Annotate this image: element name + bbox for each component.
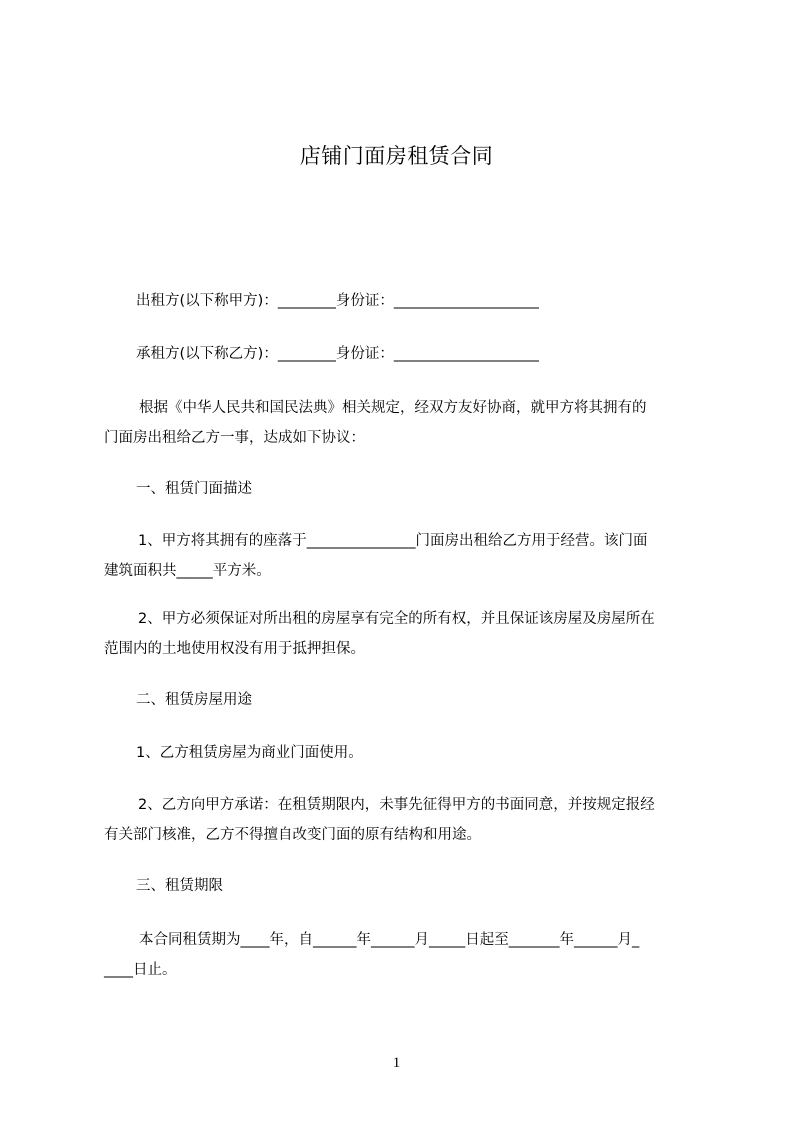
section-1-heading: 一、租赁门面描述 xyxy=(136,481,252,497)
section-1-clause-1-line-2: 建筑面积共_____平方米。 xyxy=(104,563,271,579)
intro-paragraph xyxy=(104,393,714,453)
page-number: 1 xyxy=(392,1055,401,1071)
section-2-heading: 二、租赁房屋用途 xyxy=(136,692,252,708)
section-2-clause-1: 1、乙方租赁房屋为商业门面使用。 xyxy=(136,745,363,761)
section-3-term-line-2: ____日止。 xyxy=(104,962,177,978)
lessee-line: 承租方(以下称乙方)：________身份证：____________________ xyxy=(136,346,539,362)
section-3-heading: 三、租赁期限 xyxy=(136,878,223,894)
section-1-clause-2-line-1: 2、甲方必须保证对所出租的房屋享有完全的所有权，并且保证该房屋及房屋所在 xyxy=(138,611,655,627)
section-3-term xyxy=(104,925,714,985)
section-1-clause-2 xyxy=(104,604,714,664)
section-1-clause-1-line-1: 1、甲方将其拥有的座落于_______________门面房出租给乙方用于经营。该门面 xyxy=(138,533,648,549)
section-3-term-line-1: 本合同租赁期为____年，自______年______月_____日起至_______年______月_ xyxy=(139,932,640,948)
section-1-clause-2-line-2: 范围内的土地使用权没有用于抵押担保。 xyxy=(104,641,365,657)
document-title: 店铺门面房租赁合同 xyxy=(299,144,494,168)
intro-line-1: 根据《中华人民共和国民法典》相关规定，经双方友好协商，就甲方将其拥有的 xyxy=(139,400,647,416)
section-2-clause-2 xyxy=(104,790,714,850)
section-2-clause-2-line-2: 有关部门核准，乙方不得擅自改变门面的原有结构和用途。 xyxy=(104,827,481,843)
section-1-clause-1 xyxy=(104,526,714,586)
intro-line-2: 门面房出租给乙方一事，达成如下协议： xyxy=(104,430,365,446)
lessor-line: 出租方(以下称甲方)：________身份证：____________________ xyxy=(136,293,539,309)
section-2-clause-2-line-1: 2、乙方向甲方承诺：在租赁期限内，未事先征得甲方的书面同意，并按规定报经 xyxy=(138,797,655,813)
